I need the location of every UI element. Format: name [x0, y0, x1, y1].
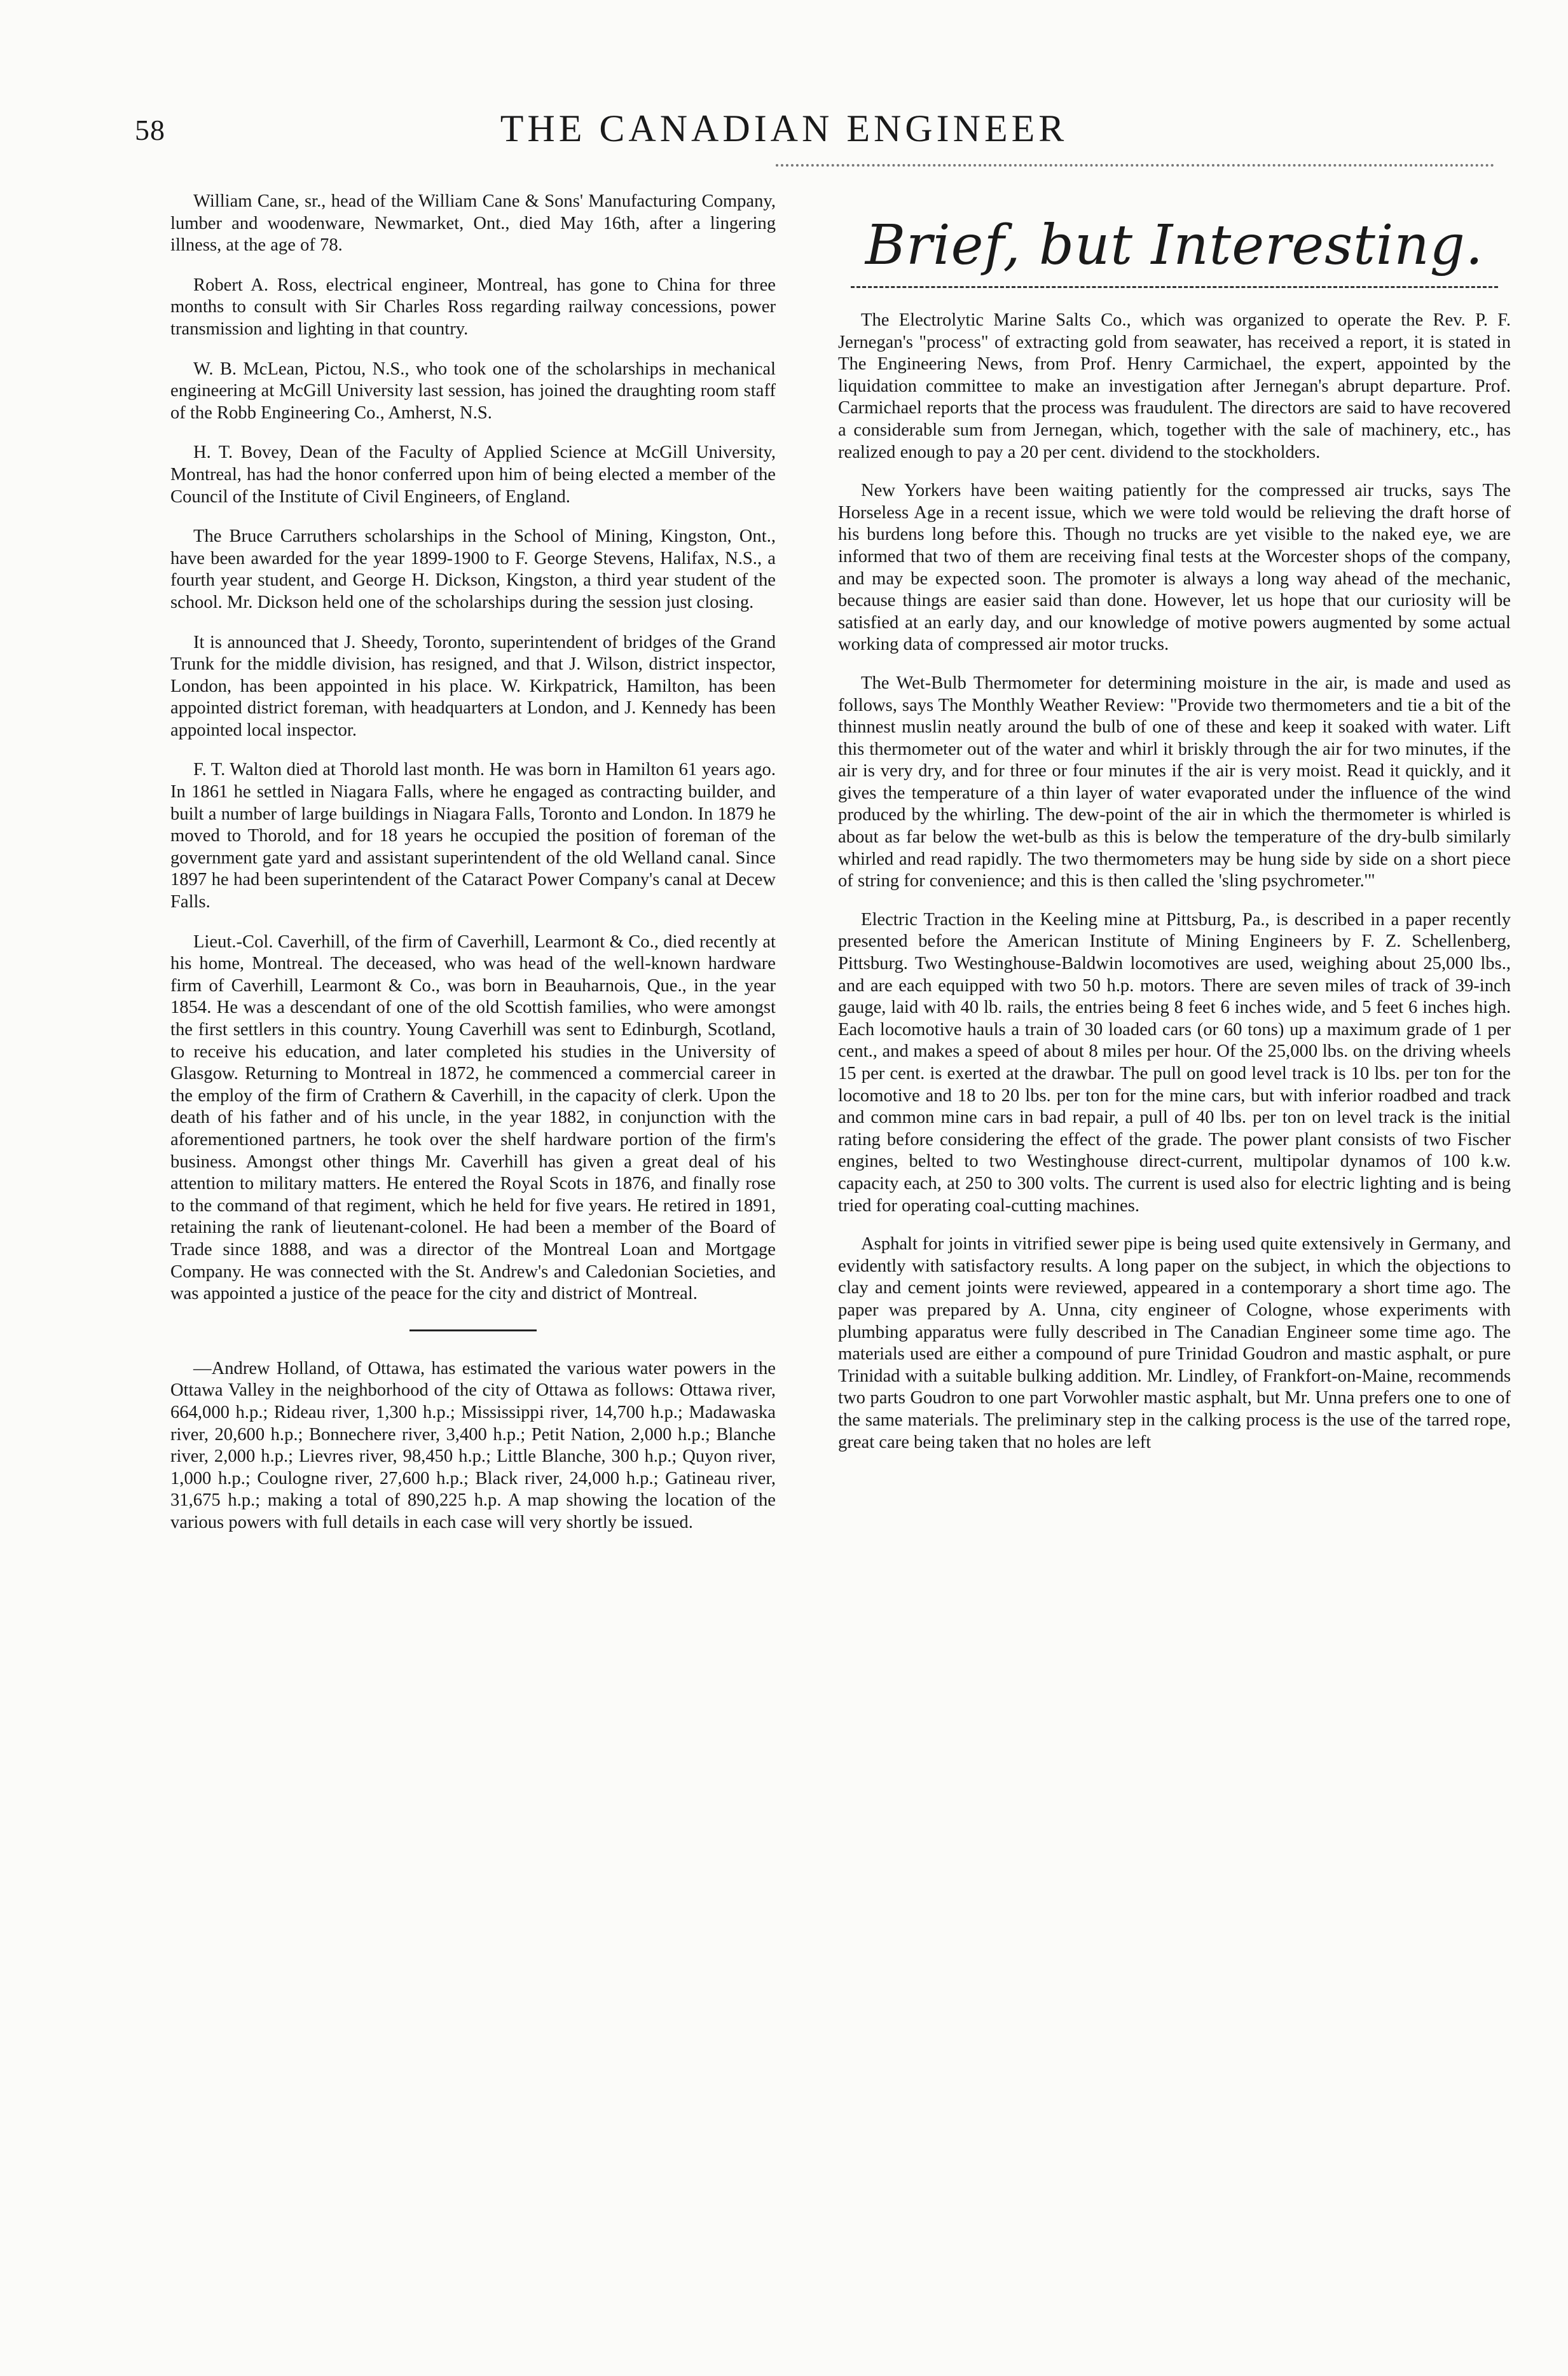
journal-title: THE CANADIAN ENGINEER — [500, 107, 1068, 149]
news-item-scholarships: The Bruce Carruthers scholarships in the School of Mining, Kingston, Ont., have been awarded for the year 1899-1900 to F. George Stevens, Halifax, N.S., a fourth year student, and George H. Dickson, Kingston, a third year student of the school. Mr. Dickson held one of the scholarships during the session just closing. — [170, 526, 776, 612]
news-item-bovey: H. T. Bovey, Dean of the Faculty of Applied Science at McGill University, Montreal, has had the honor conferred upon him of being elected a member of the Council of the Institute of Civil Engineers, of England. — [170, 443, 776, 507]
header-rule — [776, 164, 1494, 167]
article-wet-bulb: The Wet-Bulb Thermometer for determining moisture in the air, is made and used as follows, says The Monthly Weather Review: "Provide two thermometers and tie a bit of the thinnest muslin neatly around the bulb of one of these and keep it soaked with water. Lift this thermometer out of the water and whirl it briskly through the air for two minutes, if the air is very dry, and for three or four minutes if the air is very moist. Read it quickly, and it gives the temperature of a thin layer of water evaporated under the influence of the wind produced by the whirling. The dew-point of the air in which the thermometer is whirled is about as far below the wet-bulb as this is below the temperature of the dry-bulb similarly whirled and read rapidly. The two thermometers may be hung side by side on a short piece of string for convenience; and this is then called the 'sling psychrometer.'" — [838, 673, 1511, 891]
section-divider — [409, 1329, 537, 1331]
left-column — [170, 191, 776, 1551]
news-item-ross: Robert A. Ross, electrical engineer, Montreal, has gone to China for three months to consult with Sir Charles Ross regarding railway concessions, power transmission and lighting in that country. — [170, 275, 776, 339]
news-item-water-powers: —Andrew Holland, of Ottawa, has estimated the various water powers in the Ottawa Valley in the neighborhood of the city of Ottawa as follows: Ottawa river, 664,000 h.p.; Rideau river, 1,300 h.p.; Mississippi river, 14,700 h.p.; Madawaska river, 20,600 h.p.; Bonnechere river, 3,400 h.p.; Petit Nation, 2,000 h.p.; Blanche river, 2,000 h.p.; Lievres river, 98,450 h.p.; Little Blanche, 300 h.p.; Quyon river, 1,000 h.p.; Coulogne river, 27,600 h.p.; Black river, 24,000 h.p.; Gatineau river, 31,675 h.p.; making a total of 890,225 h.p. A map showing the location of the various powers with full details in each case will very shortly be issued. — [170, 1358, 776, 1532]
article-asphalt-joints: Asphalt for joints in vitrified sewer pipe is being used quite extensively in Germany, and evidently with satisfactory results. A long paper on the subject, in which the objections to clay and cement joints were reviewed, appeared in a contemporary a short time ago. The paper was prepared by A. Unna, city engineer of Cologne, whose experiments with plumbing apparatus were fully described in The Canadian Engineer some time ago. The materials used are either a compound of pure Trinidad Goudron and mastic asphalt, or pure Trinidad with a suitable bulking addition. Mr. Lindley, of Frankfort-on-Maine, recommends two parts Goudron to one part Vorwohler mastic asphalt, but Mr. Unna prefers one to one of the same materials. The preliminary step in the calking process is the use of the tarred rope, great care being taken that no holes are left — [838, 1234, 1511, 1452]
right-column — [838, 186, 1511, 1470]
news-item-caverhill: Lieut.-Col. Caverhill, of the firm of Caverhill, Learmont & Co., died recently at his home, Montreal. The deceased, who was head of the well-known hardware firm of Caverhill, Learmont & Co., was born in Beauharnois, Que., in the year 1854. He was a descendant of one of the old Scottish families, who were amongst the first settlers in this country. Young Caverhill was sent to Edinburgh, Scotland, to receive his education, and later completed his studies in the University of Glasgow. Returning to Montreal in 1872, he commenced a commercial career in the employ of the firm of Crathern & Caverhill, in the capacity of clerk. Upon the death of his father and of his uncle, in the year 1882, in conjunction with the aforementioned partners, he took over the shelf hardware portion of the firm's business. Amongst other things Mr. Caverhill has given a great deal of his attention to military matters. He entered the Royal Scots in 1876, and finally rose to the command of that regiment, which he held for five years. He retired in 1891, retaining the rank of lieutenant-colonel. He had been a member of the Board of Trade since 1888, and was a director of the Montreal Loan and Mortgage Company. He was connected with the St. Andrew's and Caledonian Societies, and was appointed a justice of the peace for the city and district of Montreal. — [170, 931, 776, 1304]
news-item-cane: William Cane, sr., head of the William Cane & Sons' Manufacturing Company, lumber and woodenware, Newmarket, Ont., died May 16th, after a lingering illness, at the age of 78. — [170, 191, 776, 256]
section-heading: Brief, but Interesting. — [865, 214, 1484, 277]
article-air-trucks: New Yorkers have been waiting patiently for the compressed air trucks, says The Horseless Age in a recent issue, which we were told would be relieving the draft horse of his burdens long before this. Though no trucks are yet visible to the naked eye, we are informed that two of them are receiving final tests at the Worcester shops of the company, and may be expected soon. The promoter is always a long way ahead of the mechanic, because things are easier said than done. However, let us hope that our curiosity will be satisfied at an early day, and our knowledge of motive powers augmented by some actual working data of compressed air motor trucks. — [838, 481, 1511, 655]
page-number: 58 — [135, 114, 165, 146]
heading-rule — [851, 286, 1498, 288]
article-marine-salts: The Electrolytic Marine Salts Co., which was organized to operate the Rev. P. F. Jernegan's "process" of extracting gold from seawater, has received a report, it is stated in The Engineering News, from Prof. Henry Carmichael, the expert, appointed by the liquidation committee to make an investigation after Jernegan's abrupt departure. Prof. Carmichael reports that the process was fraudulent. The directors are said to have recovered a considerable sum from Jernegan, which, together with the sale of machinery, etc., has realized enough to pay a 20 per cent. dividend to the stockholders. — [838, 310, 1511, 462]
news-item-walton: F. T. Walton died at Thorold last month. He was born in Hamilton 61 years ago. In 1861 he settled in Niagara Falls, where he engaged as contracting builder, and built a number of large buildings in Niagara Falls, Toronto and London. In 1879 he moved to Thorold, and for 18 years he occupied the position of foreman of the government gate yard and assistant superintendent of the old Welland canal. Since 1897 he had been superintendent of the Cataract Power Company's canal at Decew Falls. — [170, 760, 776, 912]
news-item-mclean: W. B. McLean, Pictou, N.S., who took one of the scholarships in mechanical engineering at McGill University last session, has joined the draughting room staff of the Robb Engineering Co., Amherst, N.S. — [170, 359, 776, 423]
news-item-grand-trunk: It is announced that J. Sheedy, Toronto, superintendent of bridges of the Grand Trunk for the middle division, has resigned, and that J. Wilson, district inspector, London, has been appointed in his place. W. Kirkpatrick, Hamilton, has been appointed district foreman, with headquarters at London, and J. Kennedy has been appointed local inspector. — [170, 632, 776, 740]
article-electric-traction: Electric Traction in the Keeling mine at Pittsburg, Pa., is described in a paper recently presented before the American Institute of Mining Engineers by F. Z. Schellenberg, Pittsburg. Two Westinghouse-Baldwin locomotives are used, weighing about 25,000 lbs., and are each equipped with two 50 h.p. motors. There are seven miles of track of 39-inch gauge, laid with 40 lb. rails, the entries being 8 feet 6 inches wide, and 5 feet 6 inches high. Each locomotive hauls a train of 30 loaded cars (or 60 tons) up a maximum grade of 1 per cent., and makes a speed of about 8 miles per hour. Of the 25,000 lbs. on the driving wheels 15 per cent. is exerted at the drawbar. The pull on good level track is 10 lbs. per ton for the locomotive and 18 to 20 lbs. per ton for the mine cars, but with inferior roadbed and track and common mine cars in bad repair, a pull of 40 lbs. per ton on level track is the initial rating before considering the effect of the grade. The power plant consists of two Fischer engines, belted to two Westinghouse direct-current, multipolar dynamos of 100 k.w. capacity each, at 250 to 300 volts. The current is used also for electric lighting and is being tried for operating coal-cutting machines. — [838, 909, 1511, 1216]
